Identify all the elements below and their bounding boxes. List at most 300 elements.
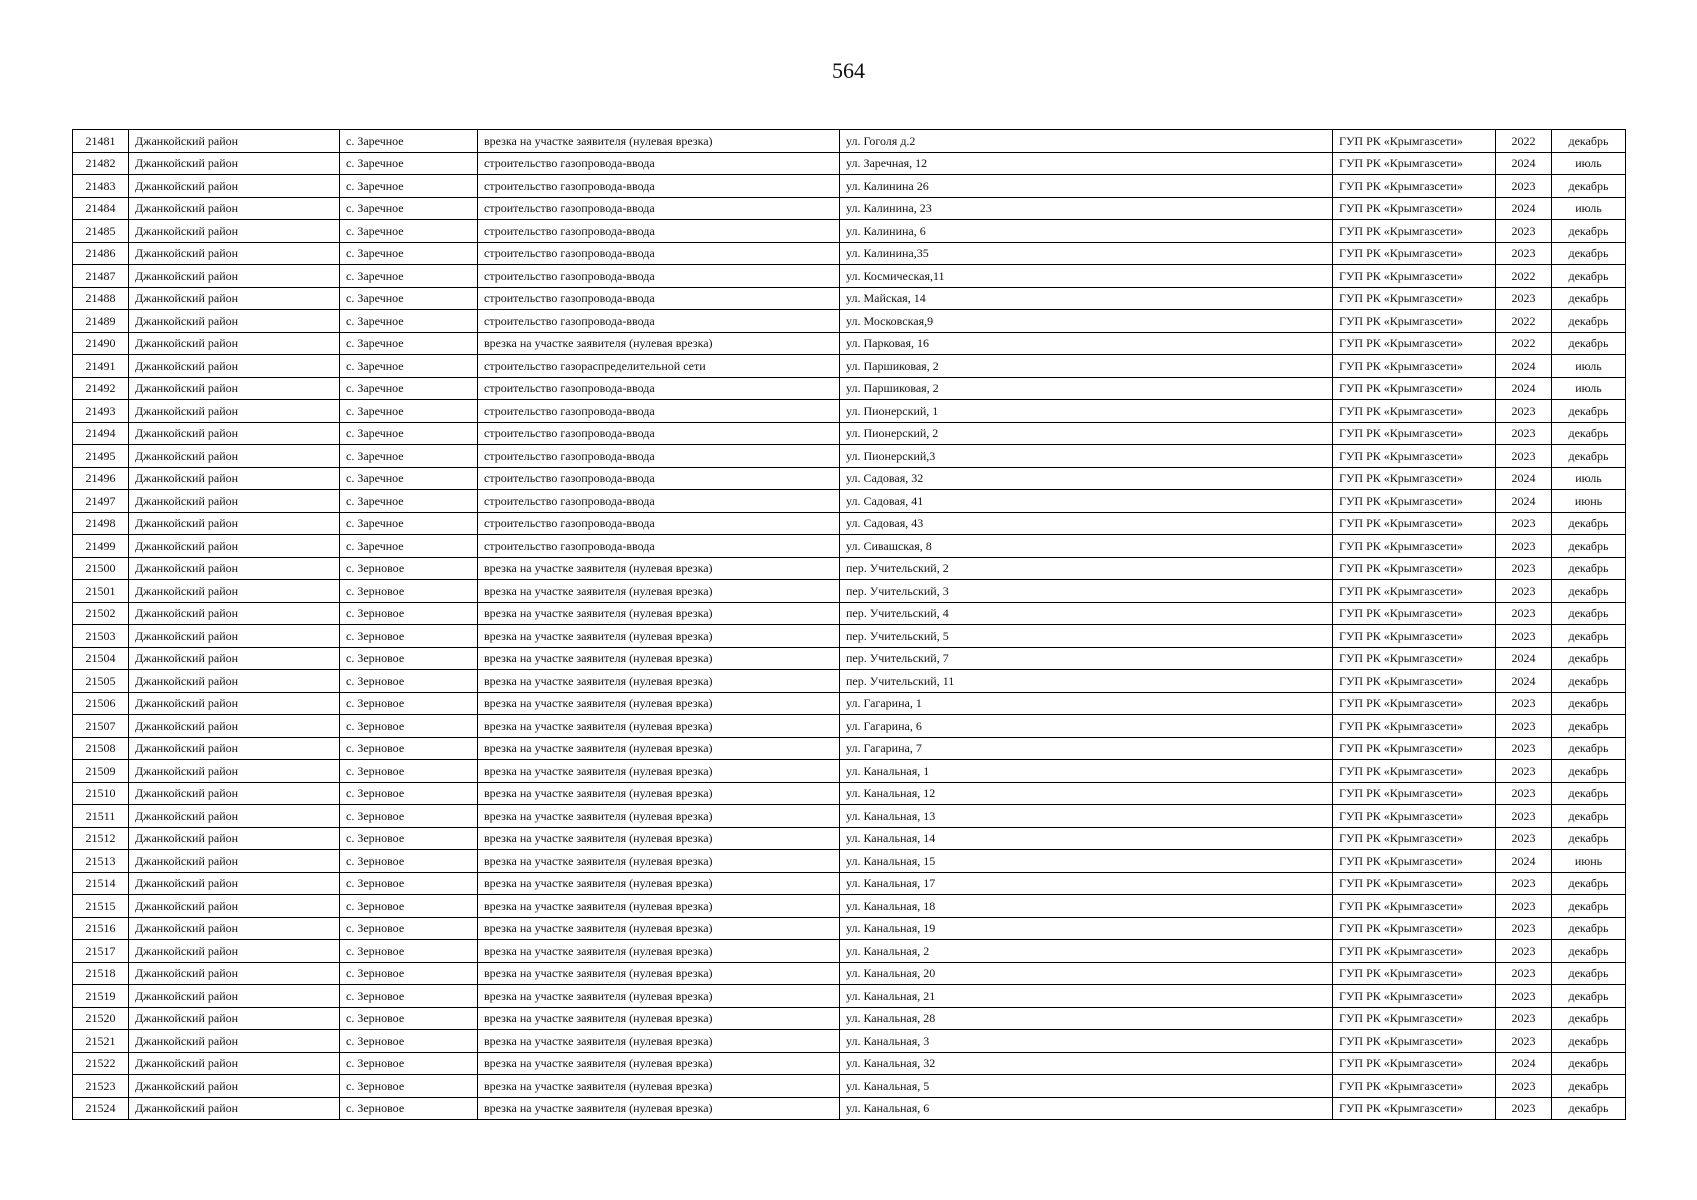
district-cell: Джанкойский район	[129, 242, 340, 265]
settlement-cell: с. Зерновое	[340, 715, 478, 738]
settlement-cell: с. Зерновое	[340, 737, 478, 760]
month-cell: декабрь	[1552, 535, 1626, 558]
year-cell: 2023	[1496, 287, 1552, 310]
year-cell: 2023	[1496, 1075, 1552, 1098]
organization-cell: ГУП РК «Крымгазсети»	[1333, 917, 1496, 940]
table-row	[73, 715, 1626, 738]
year-cell: 2023	[1496, 895, 1552, 918]
record-number-cell: 21503	[73, 625, 129, 648]
year-cell: 2024	[1496, 670, 1552, 693]
district-cell: Джанкойский район	[129, 647, 340, 670]
address-cell: пер. Учительский, 2	[840, 557, 1333, 580]
address-cell: пер. Учительский, 11	[840, 670, 1333, 693]
settlement-cell: с. Заречное	[340, 175, 478, 198]
address-cell: ул. Парковая, 16	[840, 332, 1333, 355]
organization-cell: ГУП РК «Крымгазсети»	[1333, 827, 1496, 850]
district-cell: Джанкойский район	[129, 670, 340, 693]
work-type-cell: строительство газопровода-ввода	[478, 152, 840, 175]
work-type-cell: врезка на участке заявителя (нулевая врезка)	[478, 782, 840, 805]
work-type-cell: врезка на участке заявителя (нулевая врезка)	[478, 872, 840, 895]
settlement-cell: с. Зерновое	[340, 940, 478, 963]
organization-cell: ГУП РК «Крымгазсети»	[1333, 647, 1496, 670]
work-type-cell: врезка на участке заявителя (нулевая врезка)	[478, 827, 840, 850]
organization-cell: ГУП РК «Крымгазсети»	[1333, 850, 1496, 873]
year-cell: 2023	[1496, 557, 1552, 580]
settlement-cell: с. Заречное	[340, 287, 478, 310]
address-cell: ул. Калинина, 23	[840, 197, 1333, 220]
settlement-cell: с. Зерновое	[340, 782, 478, 805]
work-type-cell: врезка на участке заявителя (нулевая врезка)	[478, 692, 840, 715]
year-cell: 2023	[1496, 805, 1552, 828]
district-cell: Джанкойский район	[129, 580, 340, 603]
organization-cell: ГУП РК «Крымгазсети»	[1333, 602, 1496, 625]
table-row	[73, 737, 1626, 760]
record-number-cell: 21482	[73, 152, 129, 175]
record-number-cell: 21489	[73, 310, 129, 333]
work-type-cell: строительство газопровода-ввода	[478, 197, 840, 220]
settlement-cell: с. Заречное	[340, 467, 478, 490]
table-row	[73, 1075, 1626, 1098]
year-cell: 2023	[1496, 445, 1552, 468]
district-cell: Джанкойский район	[129, 1052, 340, 1075]
month-cell: июнь	[1552, 490, 1626, 513]
address-cell: ул. Канальная, 2	[840, 940, 1333, 963]
year-cell: 2023	[1496, 692, 1552, 715]
district-cell: Джанкойский район	[129, 422, 340, 445]
work-type-cell: строительство газопровода-ввода	[478, 310, 840, 333]
organization-cell: ГУП РК «Крымгазсети»	[1333, 310, 1496, 333]
organization-cell: ГУП РК «Крымгазсети»	[1333, 1007, 1496, 1030]
settlement-cell: с. Зерновое	[340, 872, 478, 895]
work-type-cell: строительство газопровода-ввода	[478, 220, 840, 243]
year-cell: 2023	[1496, 940, 1552, 963]
month-cell: декабрь	[1552, 737, 1626, 760]
work-type-cell: строительство газопровода-ввода	[478, 445, 840, 468]
work-type-cell: строительство газопровода-ввода	[478, 175, 840, 198]
table-row	[73, 310, 1626, 333]
district-cell: Джанкойский район	[129, 467, 340, 490]
year-cell: 2024	[1496, 377, 1552, 400]
record-number-cell: 21502	[73, 602, 129, 625]
month-cell: декабрь	[1552, 265, 1626, 288]
record-number-cell: 21521	[73, 1030, 129, 1053]
address-cell: ул. Канальная, 1	[840, 760, 1333, 783]
month-cell: декабрь	[1552, 760, 1626, 783]
organization-cell: ГУП РК «Крымгазсети»	[1333, 760, 1496, 783]
settlement-cell: с. Зерновое	[340, 805, 478, 828]
table-row	[73, 422, 1626, 445]
work-type-cell: строительство газопровода-ввода	[478, 467, 840, 490]
work-type-cell: врезка на участке заявителя (нулевая врезка)	[478, 760, 840, 783]
year-cell: 2023	[1496, 715, 1552, 738]
table-row	[73, 1097, 1626, 1120]
record-number-cell: 21492	[73, 377, 129, 400]
year-cell: 2023	[1496, 872, 1552, 895]
district-cell: Джанкойский район	[129, 985, 340, 1008]
work-type-cell: врезка на участке заявителя (нулевая врезка)	[478, 602, 840, 625]
settlement-cell: с. Заречное	[340, 445, 478, 468]
organization-cell: ГУП РК «Крымгазсети»	[1333, 715, 1496, 738]
address-cell: ул. Канальная, 15	[840, 850, 1333, 873]
table-row	[73, 332, 1626, 355]
address-cell: ул. Канальная, 32	[840, 1052, 1333, 1075]
record-number-cell: 21486	[73, 242, 129, 265]
address-cell: ул. Гагарина, 6	[840, 715, 1333, 738]
month-cell: декабрь	[1552, 715, 1626, 738]
organization-cell: ГУП РК «Крымгазсети»	[1333, 377, 1496, 400]
year-cell: 2024	[1496, 850, 1552, 873]
district-cell: Джанкойский район	[129, 490, 340, 513]
settlement-cell: с. Заречное	[340, 400, 478, 423]
record-number-cell: 21509	[73, 760, 129, 783]
work-type-cell: строительство газопровода-ввода	[478, 490, 840, 513]
table-row	[73, 445, 1626, 468]
settlement-cell: с. Зерновое	[340, 1030, 478, 1053]
settlement-cell: с. Заречное	[340, 310, 478, 333]
settlement-cell: с. Зерновое	[340, 917, 478, 940]
organization-cell: ГУП РК «Крымгазсети»	[1333, 1097, 1496, 1120]
address-cell: ул. Канальная, 20	[840, 962, 1333, 985]
address-cell: пер. Учительский, 4	[840, 602, 1333, 625]
month-cell: июль	[1552, 197, 1626, 220]
district-cell: Джанкойский район	[129, 445, 340, 468]
address-cell: ул. Гагарина, 1	[840, 692, 1333, 715]
organization-cell: ГУП РК «Крымгазсети»	[1333, 220, 1496, 243]
work-type-cell: врезка на участке заявителя (нулевая врезка)	[478, 917, 840, 940]
month-cell: декабрь	[1552, 220, 1626, 243]
record-number-cell: 21490	[73, 332, 129, 355]
district-cell: Джанкойский район	[129, 602, 340, 625]
table-row	[73, 467, 1626, 490]
table-row	[73, 917, 1626, 940]
work-type-cell: врезка на участке заявителя (нулевая врезка)	[478, 580, 840, 603]
district-cell: Джанкойский район	[129, 152, 340, 175]
month-cell: декабрь	[1552, 580, 1626, 603]
organization-cell: ГУП РК «Крымгазсети»	[1333, 1075, 1496, 1098]
address-cell: ул. Калинина, 6	[840, 220, 1333, 243]
month-cell: июнь	[1552, 850, 1626, 873]
month-cell: декабрь	[1552, 985, 1626, 1008]
district-cell: Джанкойский район	[129, 715, 340, 738]
month-cell: декабрь	[1552, 445, 1626, 468]
district-cell: Джанкойский район	[129, 557, 340, 580]
record-number-cell: 21518	[73, 962, 129, 985]
work-type-cell: врезка на участке заявителя (нулевая врезка)	[478, 737, 840, 760]
address-cell: ул. Паршиковая, 2	[840, 377, 1333, 400]
table-row	[73, 692, 1626, 715]
organization-cell: ГУП РК «Крымгазсети»	[1333, 1052, 1496, 1075]
record-number-cell: 21483	[73, 175, 129, 198]
work-type-cell: строительство газопровода-ввода	[478, 242, 840, 265]
month-cell: декабрь	[1552, 962, 1626, 985]
district-cell: Джанкойский район	[129, 130, 340, 153]
organization-cell: ГУП РК «Крымгазсети»	[1333, 805, 1496, 828]
table-row	[73, 535, 1626, 558]
district-cell: Джанкойский район	[129, 265, 340, 288]
settlement-cell: с. Зерновое	[340, 625, 478, 648]
address-cell: ул. Пионерский, 2	[840, 422, 1333, 445]
address-cell: ул. Канальная, 21	[840, 985, 1333, 1008]
year-cell: 2022	[1496, 265, 1552, 288]
settlement-cell: с. Заречное	[340, 130, 478, 153]
work-type-cell: врезка на участке заявителя (нулевая врезка)	[478, 850, 840, 873]
organization-cell: ГУП РК «Крымгазсети»	[1333, 580, 1496, 603]
organization-cell: ГУП РК «Крымгазсети»	[1333, 400, 1496, 423]
year-cell: 2023	[1496, 242, 1552, 265]
district-cell: Джанкойский район	[129, 827, 340, 850]
year-cell: 2023	[1496, 1030, 1552, 1053]
table-row	[73, 1052, 1626, 1075]
district-cell: Джанкойский район	[129, 692, 340, 715]
organization-cell: ГУП РК «Крымгазсети»	[1333, 355, 1496, 378]
record-number-cell: 21501	[73, 580, 129, 603]
district-cell: Джанкойский район	[129, 220, 340, 243]
settlement-cell: с. Заречное	[340, 242, 478, 265]
month-cell: декабрь	[1552, 625, 1626, 648]
address-cell: ул. Канальная, 5	[840, 1075, 1333, 1098]
work-type-cell: врезка на участке заявителя (нулевая врезка)	[478, 715, 840, 738]
settlement-cell: с. Зерновое	[340, 850, 478, 873]
work-type-cell: строительство газопровода-ввода	[478, 535, 840, 558]
organization-cell: ГУП РК «Крымгазсети»	[1333, 175, 1496, 198]
settlement-cell: с. Заречное	[340, 422, 478, 445]
settlement-cell: с. Заречное	[340, 377, 478, 400]
address-cell: ул. Канальная, 3	[840, 1030, 1333, 1053]
month-cell: декабрь	[1552, 602, 1626, 625]
district-cell: Джанкойский район	[129, 962, 340, 985]
settlement-cell: с. Зерновое	[340, 985, 478, 1008]
organization-cell: ГУП РК «Крымгазсети»	[1333, 625, 1496, 648]
address-cell: пер. Учительский, 7	[840, 647, 1333, 670]
year-cell: 2023	[1496, 962, 1552, 985]
month-cell: декабрь	[1552, 242, 1626, 265]
work-type-cell: врезка на участке заявителя (нулевая врезка)	[478, 805, 840, 828]
district-cell: Джанкойский район	[129, 535, 340, 558]
work-type-cell: врезка на участке заявителя (нулевая врезка)	[478, 1075, 840, 1098]
year-cell: 2023	[1496, 782, 1552, 805]
organization-cell: ГУП РК «Крымгазсети»	[1333, 512, 1496, 535]
settlement-cell: с. Заречное	[340, 152, 478, 175]
record-number-cell: 21495	[73, 445, 129, 468]
year-cell: 2023	[1496, 535, 1552, 558]
page-number: 564	[832, 58, 865, 83]
month-cell: декабрь	[1552, 895, 1626, 918]
work-type-cell: врезка на участке заявителя (нулевая врезка)	[478, 895, 840, 918]
year-cell: 2023	[1496, 422, 1552, 445]
settlement-cell: с. Зерновое	[340, 1007, 478, 1030]
record-number-cell: 21497	[73, 490, 129, 513]
organization-cell: ГУП РК «Крымгазсети»	[1333, 130, 1496, 153]
year-cell: 2024	[1496, 197, 1552, 220]
address-cell: ул. Пионерский, 1	[840, 400, 1333, 423]
district-cell: Джанкойский район	[129, 377, 340, 400]
table-row	[73, 287, 1626, 310]
address-cell: ул. Садовая, 43	[840, 512, 1333, 535]
month-cell: декабрь	[1552, 1007, 1626, 1030]
record-number-cell: 21496	[73, 467, 129, 490]
year-cell: 2023	[1496, 175, 1552, 198]
district-cell: Джанкойский район	[129, 1007, 340, 1030]
month-cell: декабрь	[1552, 647, 1626, 670]
work-type-cell: врезка на участке заявителя (нулевая врезка)	[478, 670, 840, 693]
table-row	[73, 355, 1626, 378]
settlement-cell: с. Зерновое	[340, 1075, 478, 1098]
record-number-cell: 21524	[73, 1097, 129, 1120]
district-cell: Джанкойский район	[129, 332, 340, 355]
work-type-cell: строительство газопровода-ввода	[478, 265, 840, 288]
registry-table	[72, 129, 1626, 1120]
address-cell: ул. Калинина 26	[840, 175, 1333, 198]
table-row	[73, 220, 1626, 243]
organization-cell: ГУП РК «Крымгазсети»	[1333, 445, 1496, 468]
address-cell: ул. Космическая,11	[840, 265, 1333, 288]
district-cell: Джанкойский район	[129, 512, 340, 535]
district-cell: Джанкойский район	[129, 940, 340, 963]
month-cell: декабрь	[1552, 422, 1626, 445]
settlement-cell: с. Зерновое	[340, 760, 478, 783]
month-cell: декабрь	[1552, 670, 1626, 693]
organization-cell: ГУП РК «Крымгазсети»	[1333, 985, 1496, 1008]
organization-cell: ГУП РК «Крымгазсети»	[1333, 242, 1496, 265]
record-number-cell: 21520	[73, 1007, 129, 1030]
district-cell: Джанкойский район	[129, 287, 340, 310]
month-cell: декабрь	[1552, 1030, 1626, 1053]
address-cell: ул. Канальная, 18	[840, 895, 1333, 918]
record-number-cell: 21494	[73, 422, 129, 445]
address-cell: ул. Паршиковая, 2	[840, 355, 1333, 378]
organization-cell: ГУП РК «Крымгазсети»	[1333, 895, 1496, 918]
table-body	[73, 130, 1626, 1120]
address-cell: ул. Пионерский,3	[840, 445, 1333, 468]
table-row	[73, 490, 1626, 513]
month-cell: декабрь	[1552, 175, 1626, 198]
table-row	[73, 265, 1626, 288]
record-number-cell: 21519	[73, 985, 129, 1008]
record-number-cell: 21484	[73, 197, 129, 220]
district-cell: Джанкойский район	[129, 917, 340, 940]
year-cell: 2023	[1496, 220, 1552, 243]
address-cell: ул. Майская, 14	[840, 287, 1333, 310]
district-cell: Джанкойский район	[129, 872, 340, 895]
record-number-cell: 21507	[73, 715, 129, 738]
settlement-cell: с. Зерновое	[340, 670, 478, 693]
year-cell: 2022	[1496, 310, 1552, 333]
record-number-cell: 21506	[73, 692, 129, 715]
organization-cell: ГУП РК «Крымгазсети»	[1333, 557, 1496, 580]
settlement-cell: с. Зерновое	[340, 580, 478, 603]
month-cell: декабрь	[1552, 917, 1626, 940]
organization-cell: ГУП РК «Крымгазсети»	[1333, 332, 1496, 355]
year-cell: 2024	[1496, 152, 1552, 175]
settlement-cell: с. Заречное	[340, 220, 478, 243]
organization-cell: ГУП РК «Крымгазсети»	[1333, 962, 1496, 985]
work-type-cell: врезка на участке заявителя (нулевая врезка)	[478, 985, 840, 1008]
address-cell: ул. Канальная, 17	[840, 872, 1333, 895]
year-cell: 2023	[1496, 1097, 1552, 1120]
organization-cell: ГУП РК «Крымгазсети»	[1333, 737, 1496, 760]
table-row	[73, 782, 1626, 805]
organization-cell: ГУП РК «Крымгазсети»	[1333, 872, 1496, 895]
organization-cell: ГУП РК «Крымгазсети»	[1333, 152, 1496, 175]
year-cell: 2024	[1496, 647, 1552, 670]
month-cell: декабрь	[1552, 827, 1626, 850]
table-row	[73, 805, 1626, 828]
month-cell: декабрь	[1552, 692, 1626, 715]
table-row	[73, 602, 1626, 625]
table-row	[73, 940, 1626, 963]
record-number-cell: 21504	[73, 647, 129, 670]
organization-cell: ГУП РК «Крымгазсети»	[1333, 670, 1496, 693]
month-cell: декабрь	[1552, 940, 1626, 963]
record-number-cell: 21498	[73, 512, 129, 535]
year-cell: 2024	[1496, 1052, 1552, 1075]
record-number-cell: 21493	[73, 400, 129, 423]
address-cell: ул. Канальная, 6	[840, 1097, 1333, 1120]
district-cell: Джанкойский район	[129, 175, 340, 198]
address-cell: ул. Заречная, 12	[840, 152, 1333, 175]
record-number-cell: 21511	[73, 805, 129, 828]
work-type-cell: строительство газопровода-ввода	[478, 377, 840, 400]
organization-cell: ГУП РК «Крымгазсети»	[1333, 287, 1496, 310]
settlement-cell: с. Зерновое	[340, 962, 478, 985]
settlement-cell: с. Зерновое	[340, 602, 478, 625]
record-number-cell: 21514	[73, 872, 129, 895]
work-type-cell: врезка на участке заявителя (нулевая врезка)	[478, 130, 840, 153]
month-cell: декабрь	[1552, 1075, 1626, 1098]
organization-cell: ГУП РК «Крымгазсети»	[1333, 265, 1496, 288]
month-cell: декабрь	[1552, 310, 1626, 333]
table-row	[73, 872, 1626, 895]
month-cell: июль	[1552, 377, 1626, 400]
record-number-cell: 21517	[73, 940, 129, 963]
address-cell: ул. Канальная, 12	[840, 782, 1333, 805]
year-cell: 2023	[1496, 827, 1552, 850]
address-cell: ул. Садовая, 41	[840, 490, 1333, 513]
record-number-cell: 21485	[73, 220, 129, 243]
work-type-cell: врезка на участке заявителя (нулевая врезка)	[478, 1030, 840, 1053]
address-cell: ул. Гоголя д.2	[840, 130, 1333, 153]
settlement-cell: с. Заречное	[340, 265, 478, 288]
work-type-cell: врезка на участке заявителя (нулевая врезка)	[478, 1097, 840, 1120]
record-number-cell: 21499	[73, 535, 129, 558]
district-cell: Джанкойский район	[129, 310, 340, 333]
organization-cell: ГУП РК «Крымгазсети»	[1333, 422, 1496, 445]
organization-cell: ГУП РК «Крымгазсети»	[1333, 940, 1496, 963]
table-row	[73, 242, 1626, 265]
settlement-cell: с. Зерновое	[340, 1052, 478, 1075]
month-cell: июль	[1552, 355, 1626, 378]
year-cell: 2023	[1496, 580, 1552, 603]
record-number-cell: 21488	[73, 287, 129, 310]
table-row	[73, 827, 1626, 850]
year-cell: 2023	[1496, 512, 1552, 535]
record-number-cell: 21500	[73, 557, 129, 580]
record-number-cell: 21487	[73, 265, 129, 288]
month-cell: декабрь	[1552, 782, 1626, 805]
settlement-cell: с. Зерновое	[340, 647, 478, 670]
table-row	[73, 512, 1626, 535]
table-row	[73, 1007, 1626, 1030]
address-cell: ул. Канальная, 28	[840, 1007, 1333, 1030]
settlement-cell: с. Зерновое	[340, 895, 478, 918]
address-cell: ул. Сивашская, 8	[840, 535, 1333, 558]
work-type-cell: врезка на участке заявителя (нулевая врезка)	[478, 1007, 840, 1030]
table-row	[73, 400, 1626, 423]
district-cell: Джанкойский район	[129, 1030, 340, 1053]
month-cell: декабрь	[1552, 1052, 1626, 1075]
work-type-cell: врезка на участке заявителя (нулевая врезка)	[478, 332, 840, 355]
table-row	[73, 985, 1626, 1008]
